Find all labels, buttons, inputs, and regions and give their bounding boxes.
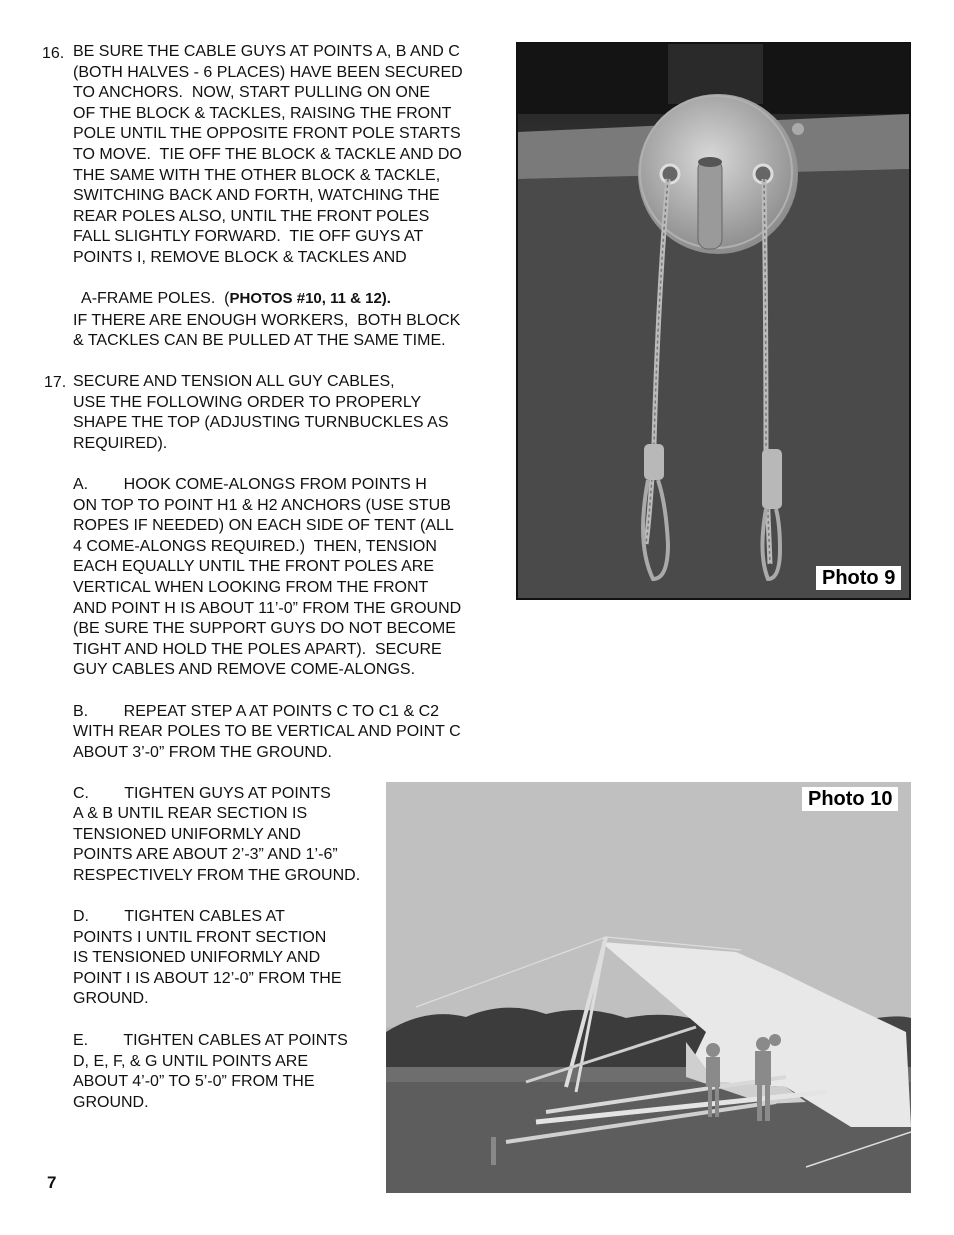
text-line: & TACKLES CAN BE PULLED AT THE SAME TIME. xyxy=(73,332,446,350)
text-line: (BE SURE THE SUPPORT GUYS DO NOT BECOME xyxy=(73,620,456,638)
text-line: AND POINT H IS ABOUT 11’-0” FROM THE GROUND xyxy=(73,599,462,617)
text-line: D. TIGHTEN CABLES AT xyxy=(73,908,285,925)
text-line: POINTS ARE ABOUT 2’-3” AND 1’-6” xyxy=(73,846,338,864)
page-number: 7 xyxy=(47,1173,57,1192)
text-line: POINTS I UNTIL FRONT SECTION xyxy=(73,928,327,946)
text-line: REAR POLES ALSO, UNTIL THE FRONT POLES xyxy=(73,207,430,225)
text-line: POLE UNTIL THE OPPOSITE FRONT POLE STARTS xyxy=(73,125,461,143)
step-17-number: 17. xyxy=(44,374,67,391)
step-16-note xyxy=(73,311,460,352)
text-line: SHAPE THE TOP (ADJUSTING TURNBUCKLES AS xyxy=(73,414,449,432)
text-line: GROUND. xyxy=(73,990,149,1008)
text-line: THE SAME WITH THE OTHER BLOCK & TACKLE, xyxy=(73,166,441,184)
text-line: GUY CABLES AND REMOVE COME-ALONGS. xyxy=(73,661,416,679)
step-17-sub-d xyxy=(73,907,342,1010)
text-line: TIGHT AND HOLD THE POLES APART). SECURE xyxy=(73,640,442,658)
step-17-sub-b xyxy=(73,702,461,764)
text-line: WITH REAR POLES TO BE VERTICAL AND POINT C xyxy=(73,723,461,741)
step-16-text xyxy=(73,42,463,269)
text-line: A. HOOK COME-ALONGS FROM POINTS H xyxy=(73,476,427,493)
step-16-last-line-prefix: A-FRAME POLES. ( xyxy=(81,290,230,308)
step-16-last-line xyxy=(73,269,391,310)
text-line: ON TOP TO POINT H1 & H2 ANCHORS (USE STUB xyxy=(73,496,451,514)
step-17-sub-c xyxy=(73,784,360,887)
photo-9 xyxy=(516,42,911,600)
text-line: E. TIGHTEN CABLES AT POINTS xyxy=(73,1032,348,1049)
text-line: ABOUT 4’-0” TO 5’-0” FROM THE xyxy=(73,1073,315,1091)
text-line: BE SURE THE CABLE GUYS AT POINTS A, B AND C xyxy=(73,43,460,60)
text-line: EACH EQUALLY UNTIL THE FRONT POLES ARE xyxy=(73,558,434,576)
photo-9-image xyxy=(518,44,909,598)
text-line: REQUIRED). xyxy=(73,434,168,452)
text-line: SECURE AND TENSION ALL GUY CABLES, xyxy=(73,373,395,390)
photo-10 xyxy=(386,782,911,1193)
step-16-number: 16. xyxy=(42,45,65,62)
text-line: FALL SLIGHTLY FORWARD. TIE OFF GUYS AT xyxy=(73,228,424,246)
text-line: USE THE FOLLOWING ORDER TO PROPERLY xyxy=(73,393,422,411)
text-line: TENSIONED UNIFORMLY AND xyxy=(73,825,301,843)
step-17-sub-e xyxy=(73,1031,348,1113)
text-line: IF THERE ARE ENOUGH WORKERS, BOTH BLOCK xyxy=(73,311,461,329)
text-line: IS TENSIONED UNIFORMLY AND xyxy=(73,949,321,967)
text-line: C. TIGHTEN GUYS AT POINTS xyxy=(73,784,331,802)
text-line: D, E, F, & G UNTIL POINTS ARE xyxy=(73,1052,309,1070)
text-line: TO ANCHORS. NOW, START PULLING ON ONE xyxy=(73,84,431,102)
text-line: SWITCHING BACK AND FORTH, WATCHING THE xyxy=(73,187,440,205)
text-line: 4 COME-ALONGS REQUIRED.) THEN, TENSION xyxy=(73,537,437,555)
text-line: A & B UNTIL REAR SECTION IS xyxy=(73,805,308,823)
photo-reference: PHOTOS #10, 11 & 12). xyxy=(229,290,391,308)
text-line: POINT I IS ABOUT 12’-0” FROM THE xyxy=(73,969,342,987)
text-line: POINTS I, REMOVE BLOCK & TACKLES AND xyxy=(73,248,407,266)
text-line: OF THE BLOCK & TACKLES, RAISING THE FRONT xyxy=(73,104,452,122)
photo-10-image xyxy=(386,782,911,1193)
text-line: VERTICAL WHEN LOOKING FROM THE FRONT xyxy=(73,578,429,596)
text-line: ROPES IF NEEDED) ON EACH SIDE OF TENT (ALL xyxy=(73,517,454,535)
text-line: RESPECTIVELY FROM THE GROUND. xyxy=(73,866,361,884)
text-line: ABOUT 3’-0” FROM THE GROUND. xyxy=(73,743,332,761)
text-line: (BOTH HALVES - 6 PLACES) HAVE BEEN SECURED xyxy=(73,63,463,81)
text-line: GROUND. xyxy=(73,1093,149,1111)
step-17-sub-a xyxy=(73,475,461,681)
text-line: TO MOVE. TIE OFF THE BLOCK & TACKLE AND DO xyxy=(73,145,462,163)
step-17-intro xyxy=(73,372,449,454)
photo-9-caption: Photo 9 xyxy=(816,566,901,590)
text-line: B. REPEAT STEP A AT POINTS C TO C1 & C2 xyxy=(73,702,440,720)
photo-10-caption: Photo 10 xyxy=(802,787,898,811)
